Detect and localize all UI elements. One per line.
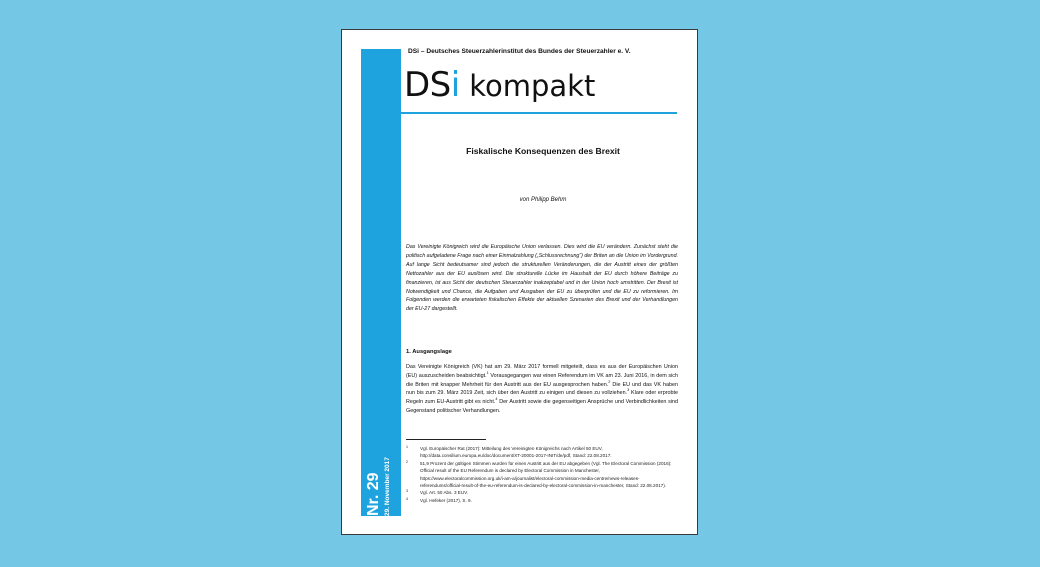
footnote-ref-1: 1: [486, 371, 489, 375]
footnote-ref-3: 3: [627, 388, 630, 393]
body-text-3: Die EU und das VK haben nun bis zum 29. März 2019 Zeit, sich über den Austritt zu einigen und diesen zu vollziehen.: [406, 381, 678, 397]
brand-kompakt: kompakt: [469, 69, 596, 103]
footnote-text: Vgl. Hefeker (2017), S. 9.: [420, 497, 472, 503]
footnote-number: 2: [406, 459, 408, 464]
abstract: Das Vereinigte Königreich wird die Europäische Union verlassen. Dies wird die EU verändern. Zunächst steht die politisch aufgeladene Frage nach einer Einmalzahlung („Schlussrechnung“) der Briten an die Union im Vordergrund. Auf lange Sicht bedeutsamer sind jedoch die strukturellen Veränderungen, die der Austritt eines der größten Nettozahler aus der EU auslösen wird. Die strukturelle Lücke im Haushalt der EU durch höhere Beiträge zu finanzieren, ist aus Sicht der deutschen Steuerzahler inakzeptabel und in der Union hoch umstritten. Der Brexit ist Notwendigkeit und Chance, die Aufgaben und Ausgaben der EU zu überprüfen und die EU zu reformieren. Im Folgenden werden die erwarteten fiskalischen Effekte der aktuellen Szenarien des Brexit und der Verhandlungen der EU-27 dargestellt.: [406, 244, 678, 313]
footnote-text: Vgl. Art. 50 Abs. 3 EUV.: [420, 490, 469, 496]
footnote: [406, 445, 678, 460]
footnote: [406, 489, 678, 496]
body-text-2: Vorausgegangen war einen Referendum im VK am 23. Juni 2016, in dem sich die Briten mit knapper Mehrheit für den Austritt aus der EU ausgesprochen haben.: [406, 372, 678, 388]
issue-number: Nr. 29: [365, 472, 382, 516]
footnote-number: 4: [406, 496, 408, 501]
organization-name: DSi – Deutsches Steuerzahlerinstitut des Bundes der Steuerzahler e. V.: [408, 48, 631, 55]
body-text-5: Der Austritt sowie die gegenseitigen Ansprüche und Verbindlichkeiten sind Gegenstand politischer Verhandlungen.: [406, 399, 678, 414]
footnote: [406, 497, 678, 504]
issue-date: 29. November 2017: [384, 457, 391, 516]
footnote-divider: [406, 439, 486, 440]
section-heading: 1. Ausgangslage: [406, 349, 452, 355]
footnote-list: [406, 445, 678, 504]
brand-logo: [404, 65, 596, 105]
body-text-1: Das Vereinigte Königreich (VK) hat am 29. März 2017 formell mitgeteilt, dass es aus der Europäischen Union (EU) auszuscheiden beabsichtigt.: [406, 364, 678, 379]
body-paragraph: [406, 363, 678, 416]
footnote-number: 1: [406, 445, 408, 449]
footnote-ref-2: 2: [608, 379, 611, 384]
author-line: von Philipp Behm: [519, 197, 567, 203]
footnote-number: 3: [406, 489, 408, 494]
brand-i: i: [450, 65, 461, 105]
footnote-text: Vgl. Europäischer Rat (2017): Mitteilung des Vereinigten Königreichs nach Artikel 50 EUV, http://data.consilium.europa.eu/doc/document/XT-20001-2017-INIT/de/pdf, Stand: 22.08.2017.: [420, 446, 612, 459]
footnote-text: 51,9 Prozent der gültigen Stimmen wurden für einen Austritt aus der EU abgegeben (Vgl. The Electoral Commission (2016): Official result of the EU Referendum is declared by Electoral Commission in Manchester, https://www.electoralcommission.org.uk/i-am-a/journalist/electoral-commission-media-centre/news-releases-referendums/official-result-of-the-eu-referendum-is-declared-by-electoral-commission-in-manchester, Stand: 22.08.2017).: [420, 460, 672, 489]
document-title: Fiskalische Konsequenzen des Brexit: [466, 146, 620, 156]
side-stripe: [361, 49, 401, 516]
body-text-4: Klare oder erprobte Regeln zum EU-Austritt gibt es nicht.: [406, 390, 678, 406]
brand-underline: [401, 112, 677, 114]
brand-ds: DS: [404, 65, 451, 105]
footnote-ref-4: 4: [495, 397, 498, 402]
footnote: [406, 460, 678, 490]
document-page: [341, 29, 698, 535]
